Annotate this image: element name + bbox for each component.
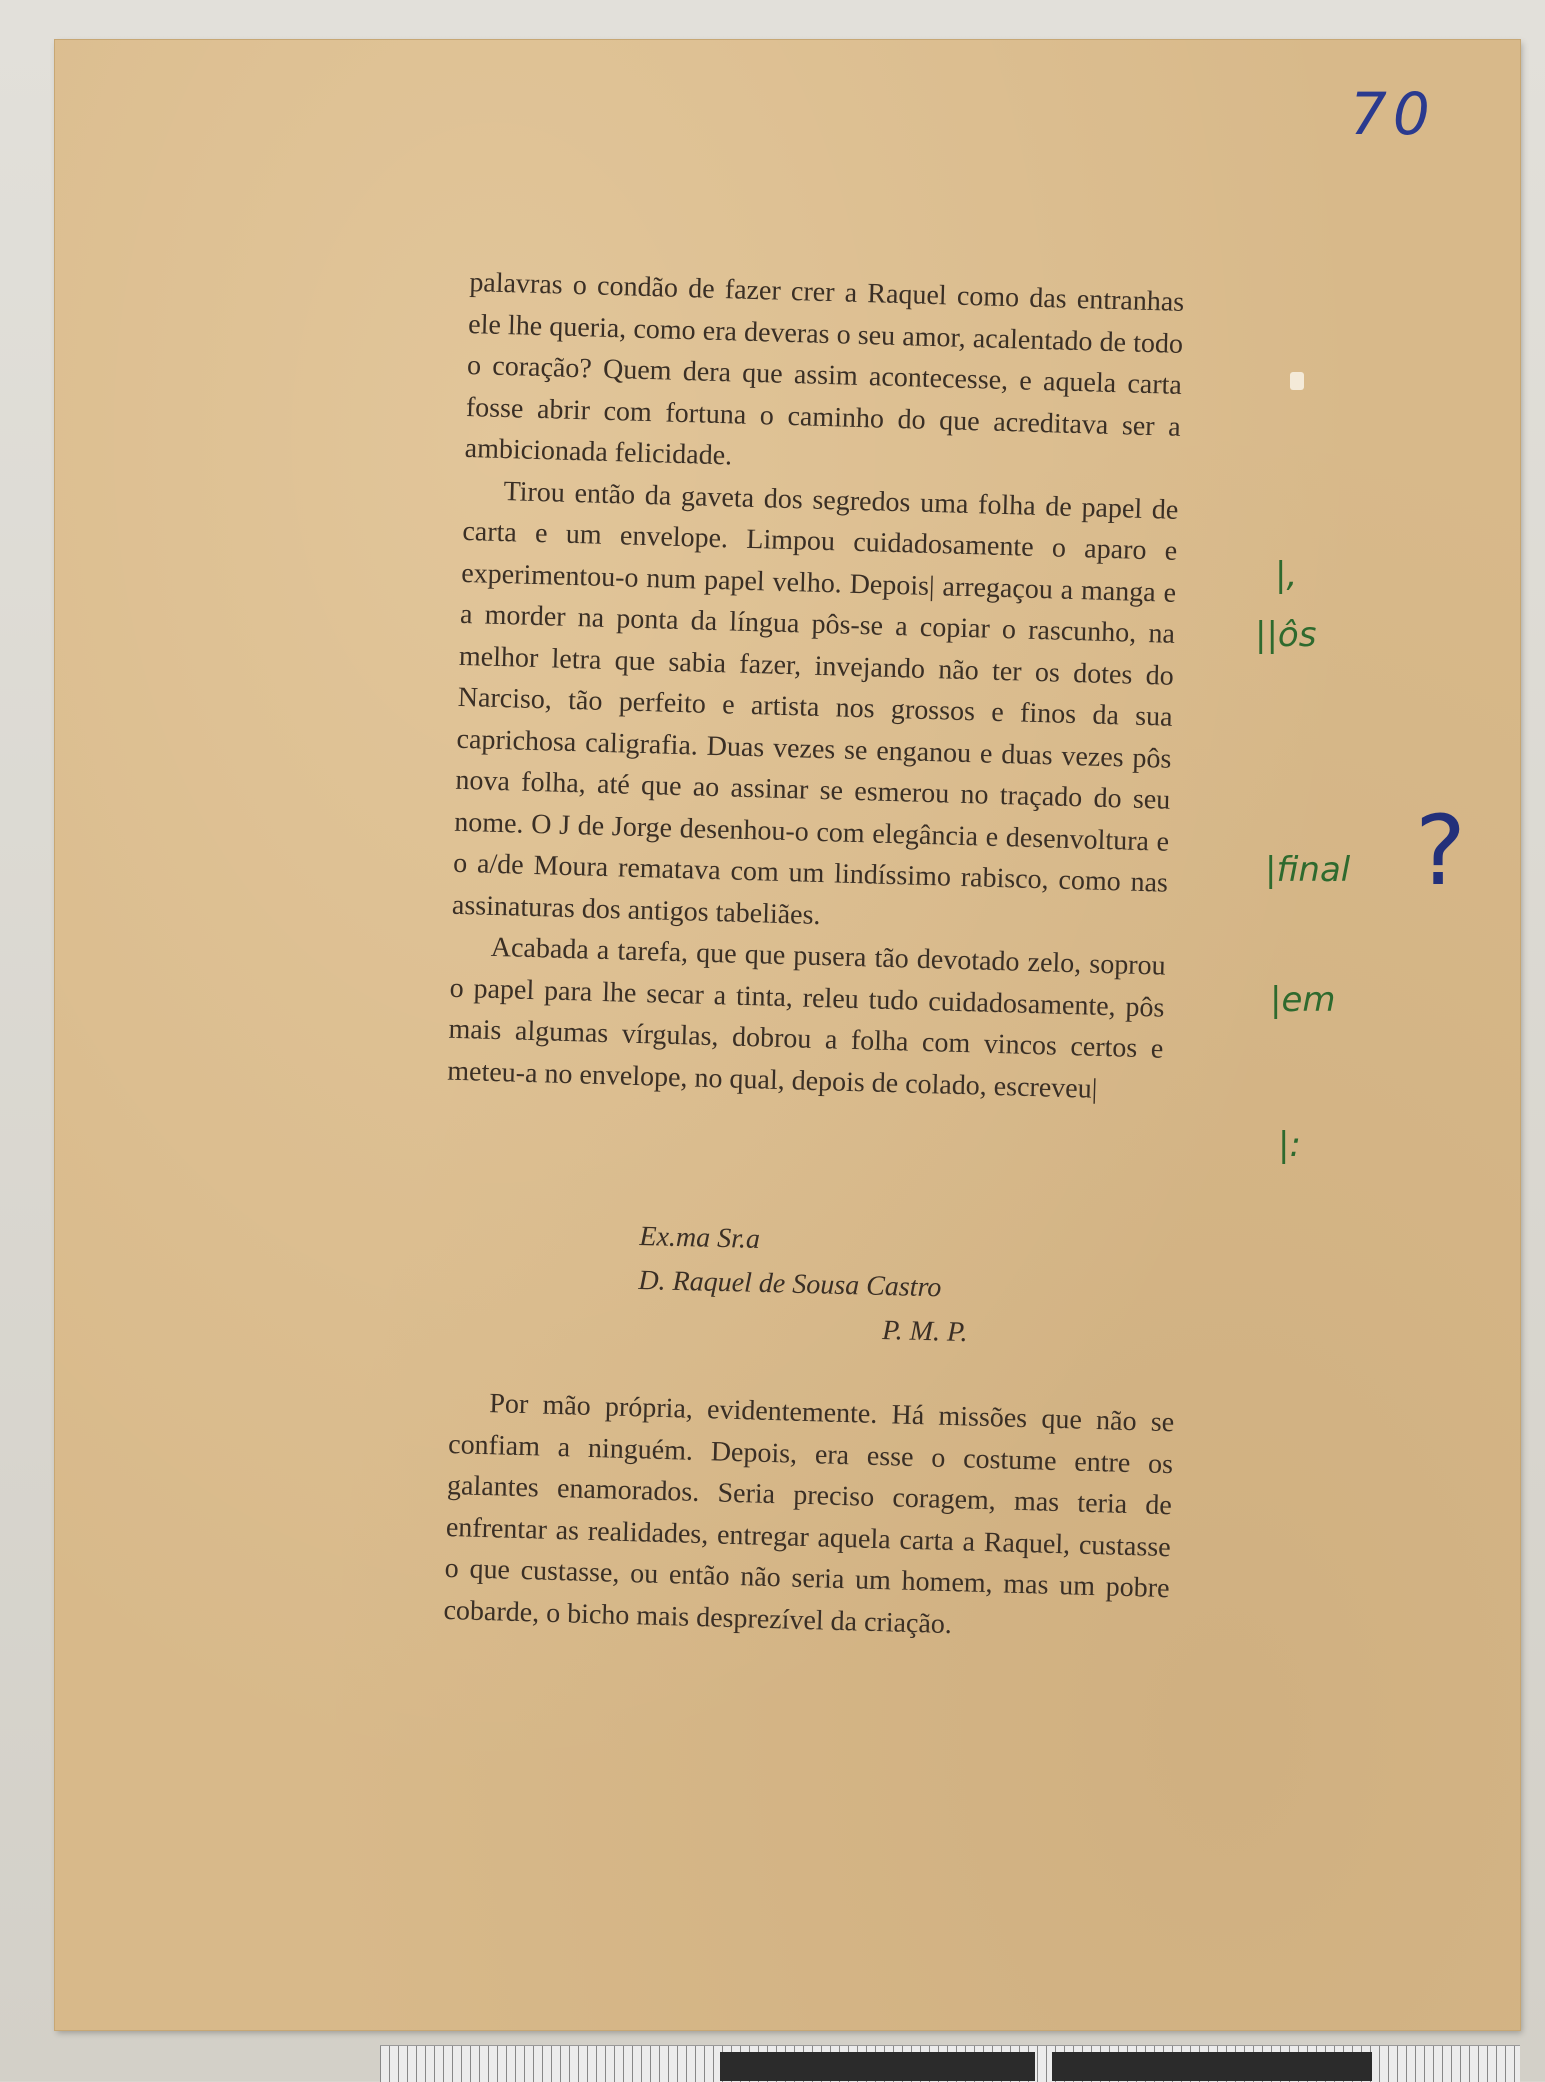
margin-note-em: |em — [1270, 980, 1336, 1020]
closing-paragraph-block — [443, 1382, 1175, 1651]
address-line-1: Ex.ma Sr.a — [639, 1220, 761, 1255]
envelope-address — [637, 1215, 1020, 1356]
margin-note-final: |final — [1265, 850, 1351, 890]
ruler-dark-block-1 — [720, 2052, 1035, 2081]
paragraph-3: Acabada a tarefa, que que pusera tão devotado zelo, soprou o papel para lhe secar a tinta, releu tudo cuidadosamente, pôs mais algumas vírgulas, dobrou a folha com vincos certos e meteu-a no envelope, no qual, depois de colado, escreveu| — [446, 931, 1167, 1105]
margin-note-colon: |: — [1278, 1125, 1301, 1165]
paragraph-1: palavras o condão de fazer crer a Raquel como das entranhas ele lhe queria, como era deveras o seu amor, acalentado de todo o coração? Quem dera que assim acontecesse, e aquela carta fosse abrir com fortuna o caminho do que acreditava ser a ambicionada felicidade. — [464, 266, 1185, 472]
paragraph-4: Por mão própria, evidentemente. Há missões que não se confiam a ninguém. Depois, era esse o costume entre os galantes enamorados. Seria preciso coragem, mas teria de enfrentar as realidades, entregar aquela carta a Raquel, custasse o que custasse, ou então não seria um homem, mas um pobre cobarde, o bicho mais desprezível da criação. — [443, 1388, 1175, 1640]
main-text-block — [447, 262, 1185, 1112]
margin-note-os: ||ôs — [1255, 615, 1317, 655]
margin-question-mark: ? — [1415, 795, 1466, 907]
paper-hole — [1290, 372, 1304, 390]
address-line-2: D. Raquel de Sousa Castro — [638, 1264, 942, 1304]
paragraph-2: Tirou então da gaveta dos segredos uma folha de papel de carta e um envelope. Limpou cuidadosamente o aparo e experimentou-o num papel velho. Depois| arregaçou a manga e a morder na ponta da língua pôs-se a copiar o rascunho, na melhor letra que sabia fazer, invejando não ter os dotes do Narciso, tão perfeito e artista nos grossos e finos da sua caprichosa caligrafia. Duas vezes se enganou e duas vezes pôs nova folha, até que ao assinar se esmerou no traçado do seu nome. O J de Jorge desenhou-o com elegância e desenvoltura e o a/de Moura rematava com um lindíssimo rabisco, como nas assinaturas dos antigos tabeliães. — [451, 475, 1179, 931]
ruler-dark-block-2 — [1052, 2052, 1372, 2081]
page-number: 70 — [1350, 80, 1436, 148]
address-line-3: P. M. P. — [881, 1314, 968, 1349]
margin-note-comma: |, — [1275, 555, 1298, 595]
